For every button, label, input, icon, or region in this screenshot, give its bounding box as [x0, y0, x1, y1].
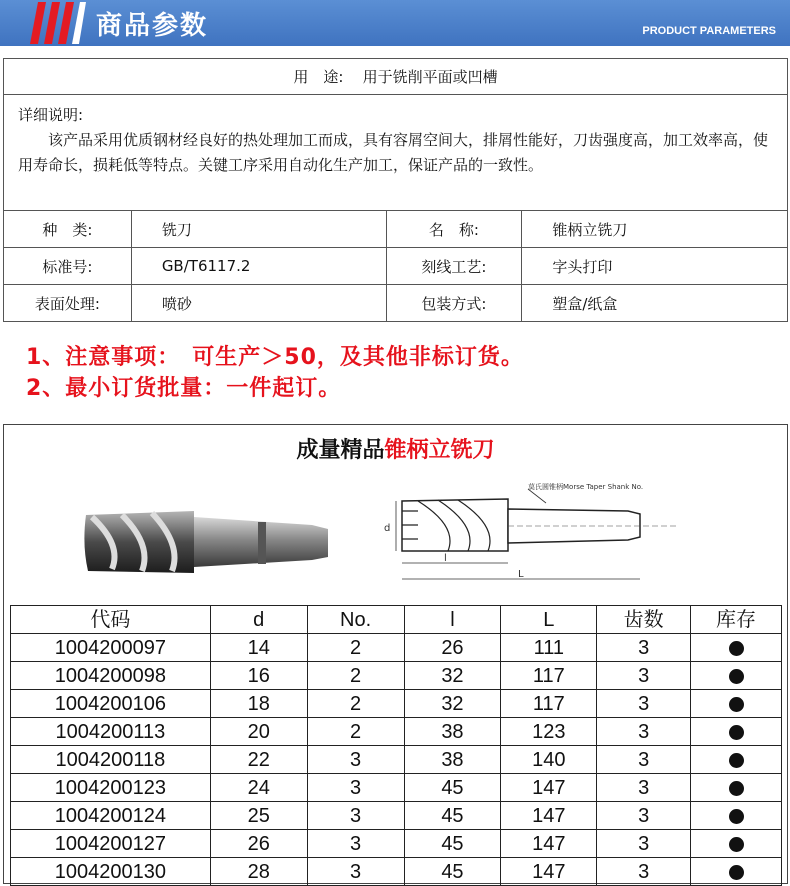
- in-stock-dot-icon: [729, 837, 744, 852]
- table-cell: 26: [404, 634, 501, 662]
- table-cell: 24: [210, 774, 307, 802]
- table-cell: 32: [404, 662, 501, 690]
- dim-d-label: d: [384, 523, 391, 534]
- table-cell: 3: [597, 718, 691, 746]
- table-row: [11, 858, 782, 886]
- table-cell: 45: [404, 830, 501, 858]
- in-stock-dot-icon: [729, 809, 744, 824]
- panel-title: [4, 433, 787, 464]
- table-cell: 38: [404, 746, 501, 774]
- table-cell: 111: [501, 634, 597, 662]
- table-cell: 3: [597, 802, 691, 830]
- desc-row: [4, 95, 788, 211]
- table-row: [11, 634, 782, 662]
- table-cell: 3: [597, 746, 691, 774]
- spec-label: 名 称:: [386, 211, 522, 248]
- spec-value: 塑盒/纸盒: [522, 285, 788, 322]
- column-header: l: [404, 606, 501, 634]
- table-cell: 2: [307, 690, 404, 718]
- in-stock-dot-icon: [729, 669, 744, 684]
- table-row: [11, 746, 782, 774]
- table-cell: 147: [501, 830, 597, 858]
- table-cell: 25: [210, 802, 307, 830]
- desc-label: 详细说明:: [18, 106, 84, 124]
- in-stock-dot-icon: [729, 753, 744, 768]
- table-cell: 3: [307, 858, 404, 886]
- table-row: [11, 718, 782, 746]
- table-row: [11, 774, 782, 802]
- table-cell: 1004200130: [11, 858, 211, 886]
- table-cell: 1004200118: [11, 746, 211, 774]
- desc-text: 该产品采用优质钢材经良好的热处理加工而成，具有容屑空间大，排屑性能好，刀齿强度高，加工效率高，使用寿命长，损耗低等特点。关键工序采用自动化生产加工，保证产品的一致性。: [18, 131, 769, 174]
- spec-value: 铣刀: [131, 211, 386, 248]
- spec-table: [3, 58, 788, 322]
- use-row: [4, 59, 788, 95]
- technical-drawing-icon: [378, 481, 718, 591]
- table-cell: 1004200124: [11, 802, 211, 830]
- stock-cell: [691, 774, 782, 802]
- table-cell: 1004200123: [11, 774, 211, 802]
- table-cell: 123: [501, 718, 597, 746]
- note-min-order: 2、最小订货批量：一件起订。: [26, 376, 342, 401]
- stock-cell: [691, 690, 782, 718]
- column-header: No.: [307, 606, 404, 634]
- table-header-row: [11, 606, 782, 634]
- column-header: 代码: [11, 606, 211, 634]
- stock-cell: [691, 830, 782, 858]
- brand-logo-icon: [24, 2, 86, 44]
- in-stock-dot-icon: [729, 781, 744, 796]
- table-row: [11, 662, 782, 690]
- desc-cell: [4, 95, 788, 211]
- spec-value: 喷砂: [131, 285, 386, 322]
- table-cell: 147: [501, 802, 597, 830]
- spec-label: 表面处理:: [4, 285, 132, 322]
- table-cell: 3: [307, 802, 404, 830]
- header-banner: [0, 0, 790, 46]
- table-cell: 3: [307, 774, 404, 802]
- table-cell: 45: [404, 774, 501, 802]
- page-subtitle: PRODUCT PARAMETERS: [642, 25, 776, 37]
- spec-label: 种 类:: [4, 211, 132, 248]
- stock-cell: [691, 802, 782, 830]
- in-stock-dot-icon: [729, 697, 744, 712]
- table-cell: 1004200097: [11, 634, 211, 662]
- table-cell: 117: [501, 690, 597, 718]
- dim-L-label: L: [518, 569, 524, 580]
- table-cell: 2: [307, 662, 404, 690]
- table-row: [11, 830, 782, 858]
- table-cell: 2: [307, 718, 404, 746]
- table-cell: 3: [597, 830, 691, 858]
- stock-cell: [691, 662, 782, 690]
- end-mill-photo-icon: [82, 505, 332, 577]
- spec-row: [4, 248, 788, 285]
- in-stock-dot-icon: [729, 865, 744, 880]
- drawing-caption: 莫氏圆锥柄Morse Taper Shank No.: [528, 483, 644, 491]
- table-cell: 140: [501, 746, 597, 774]
- table-cell: 20: [210, 718, 307, 746]
- panel-title-black: 成量精品: [296, 438, 385, 463]
- stock-cell: [691, 634, 782, 662]
- spec-row: [4, 211, 788, 248]
- stock-cell: [691, 858, 782, 886]
- table-cell: 1004200106: [11, 690, 211, 718]
- table-cell: 14: [210, 634, 307, 662]
- panel-title-red: 锥柄立铣刀: [384, 438, 495, 463]
- stock-cell: [691, 718, 782, 746]
- table-cell: 147: [501, 858, 597, 886]
- table-row: [11, 690, 782, 718]
- column-header: d: [210, 606, 307, 634]
- use-value: 用于铣削平面或凹槽: [362, 68, 498, 86]
- column-header: L: [501, 606, 597, 634]
- table-cell: 1004200113: [11, 718, 211, 746]
- table-cell: 3: [597, 690, 691, 718]
- table-cell: 3: [307, 830, 404, 858]
- in-stock-dot-icon: [729, 725, 744, 740]
- note-min-qty: 1、注意事项： 可生产＞50，及其他非标订货。: [26, 345, 524, 370]
- table-cell: 28: [210, 858, 307, 886]
- spec-value: GB/T6117.2: [131, 248, 386, 285]
- stock-cell: [691, 746, 782, 774]
- table-cell: 45: [404, 858, 501, 886]
- table-cell: 38: [404, 718, 501, 746]
- table-cell: 147: [501, 774, 597, 802]
- table-cell: 3: [597, 858, 691, 886]
- table-cell: 16: [210, 662, 307, 690]
- in-stock-dot-icon: [729, 641, 744, 656]
- spec-label: 包装方式:: [386, 285, 522, 322]
- table-cell: 2: [307, 634, 404, 662]
- use-cell: [4, 59, 788, 95]
- table-cell: 26: [210, 830, 307, 858]
- product-table: [10, 605, 782, 886]
- dim-l-label: l: [444, 553, 447, 564]
- table-cell: 3: [597, 774, 691, 802]
- table-cell: 3: [597, 662, 691, 690]
- spec-label: 刻线工艺:: [386, 248, 522, 285]
- table-cell: 22: [210, 746, 307, 774]
- table-cell: 3: [307, 746, 404, 774]
- table-cell: 45: [404, 802, 501, 830]
- use-label: 用 途:: [293, 68, 344, 86]
- table-cell: 3: [597, 634, 691, 662]
- table-cell: 1004200127: [11, 830, 211, 858]
- table-cell: 1004200098: [11, 662, 211, 690]
- spec-value: 字头打印: [522, 248, 788, 285]
- page-title: 商品参数: [96, 11, 209, 41]
- column-header: 库存: [691, 606, 782, 634]
- spec-label: 标准号:: [4, 248, 132, 285]
- table-cell: 18: [210, 690, 307, 718]
- table-row: [11, 802, 782, 830]
- product-panel: [3, 424, 788, 884]
- table-cell: 32: [404, 690, 501, 718]
- table-cell: 117: [501, 662, 597, 690]
- column-header: 齿数: [597, 606, 691, 634]
- spec-value: 锥柄立铣刀: [522, 211, 788, 248]
- spec-row: [4, 285, 788, 322]
